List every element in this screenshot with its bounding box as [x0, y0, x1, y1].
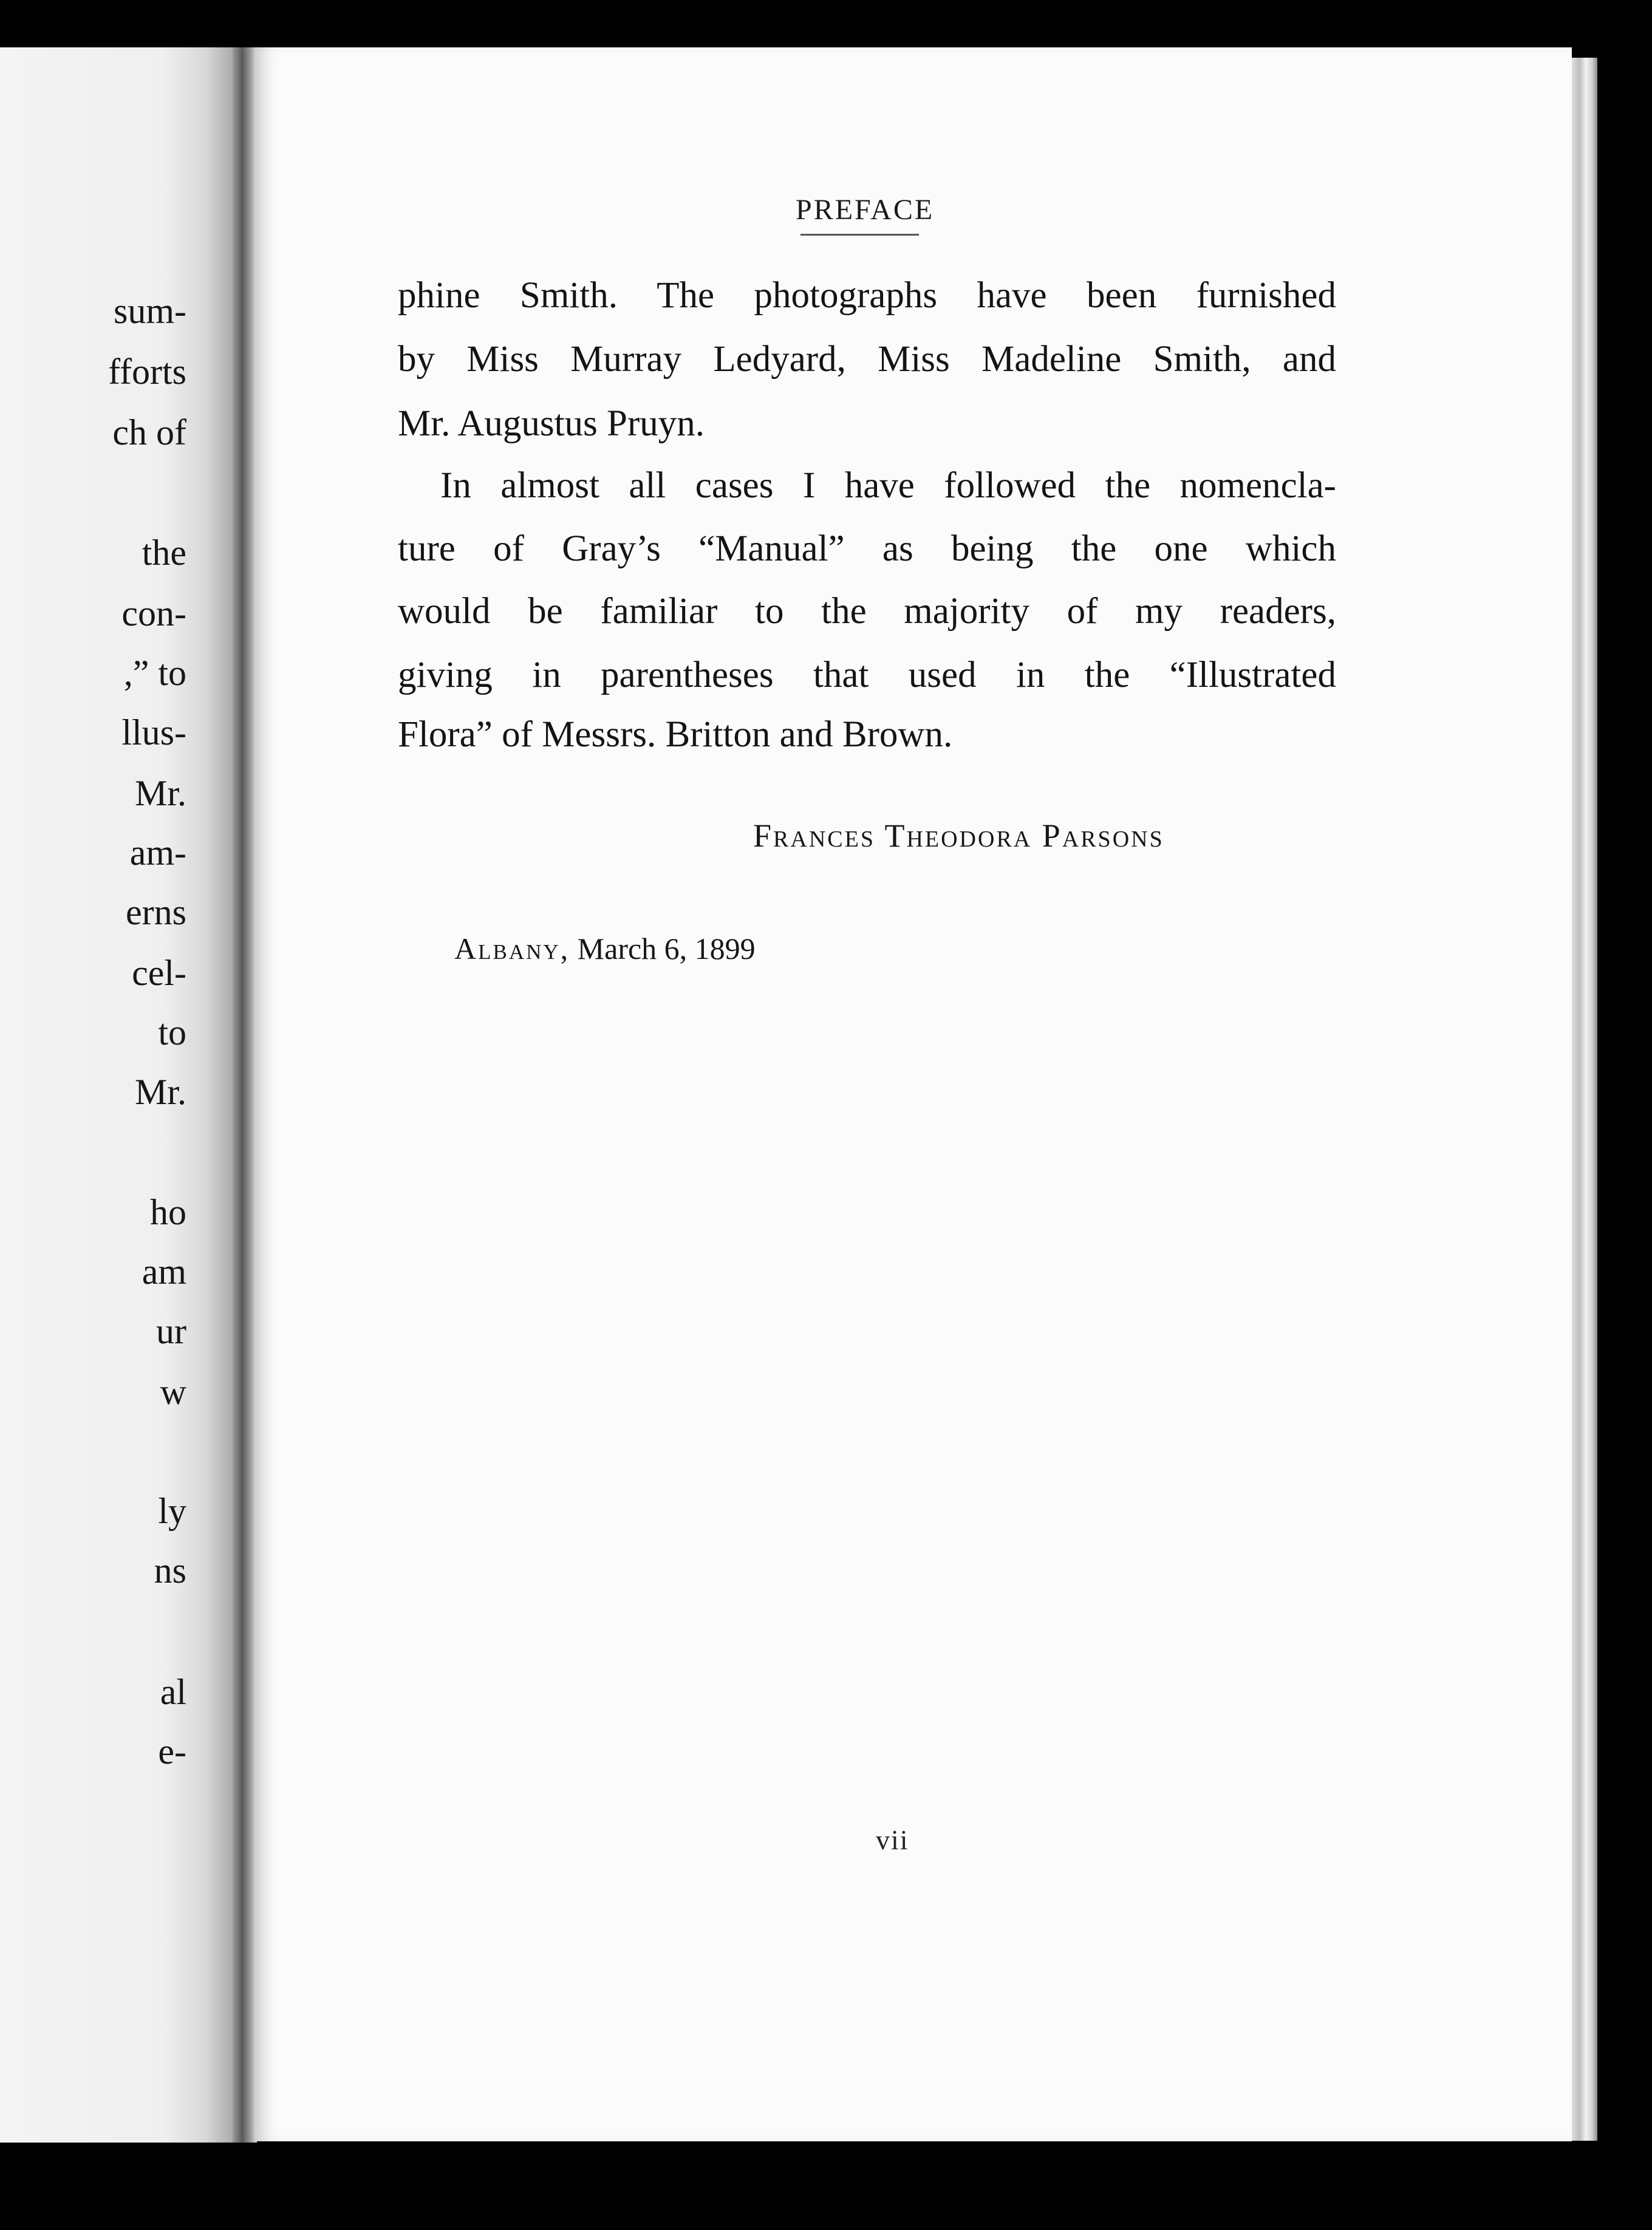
facing-page-line: erns	[126, 892, 186, 932]
facing-page-line: sum-	[114, 291, 186, 331]
facing-page-line: ,” to	[123, 653, 186, 693]
running-head: PREFACE	[796, 194, 935, 226]
facing-page-line: ur	[156, 1311, 186, 1351]
page-number: vii	[876, 1824, 909, 1855]
facing-page-line: ch of	[112, 412, 186, 452]
page-edges	[1572, 58, 1597, 2141]
text-line: ture of Gray’s “Manual” as being the one which	[398, 528, 1336, 569]
facing-page-line: ly	[158, 1491, 186, 1531]
facing-page-line: e-	[158, 1731, 186, 1771]
facing-page-line: to	[158, 1012, 186, 1052]
facing-page-line: Mr.	[134, 773, 186, 813]
facing-page-line: al	[160, 1672, 186, 1712]
text-line: phine Smith. The photographs have been furnished	[398, 275, 1336, 316]
text-line: would be familiar to the majority of my readers,	[398, 591, 1336, 632]
facing-page-line: am-	[129, 833, 186, 873]
facing-page-line: ho	[150, 1192, 186, 1232]
book-gutter	[233, 47, 257, 2143]
facing-page-line: ns	[154, 1550, 186, 1591]
running-head-rule	[800, 234, 919, 236]
facing-page-line: am	[142, 1252, 186, 1292]
facing-page-line: fforts	[108, 352, 186, 392]
text-line: In almost all cases I have followed the nomencla-	[440, 465, 1336, 506]
text-line: Flora” of Messrs. Britton and Brown.	[398, 714, 953, 755]
dateline-date: March 6, 1899	[577, 932, 756, 966]
dateline-place: Albany,	[454, 932, 570, 966]
facing-page-line: cel-	[132, 953, 186, 993]
facing-page-line: the	[142, 533, 186, 573]
text-line: Mr. Augustus Pruyn.	[398, 403, 705, 444]
facing-page-line: w	[160, 1372, 186, 1412]
author-signature: Frances Theodora Parsons	[753, 817, 1164, 854]
facing-page-line: con-	[121, 593, 186, 633]
facing-page-line: Mr.	[134, 1072, 186, 1112]
facing-page-line: llus-	[121, 712, 186, 752]
text-line: by Miss Murray Ledyard, Miss Madeline Smith, and	[398, 339, 1336, 380]
facing-page-left	[0, 47, 234, 2143]
dateline	[454, 931, 756, 966]
text-line: giving in parentheses that used in the “Illustrated	[398, 655, 1336, 695]
